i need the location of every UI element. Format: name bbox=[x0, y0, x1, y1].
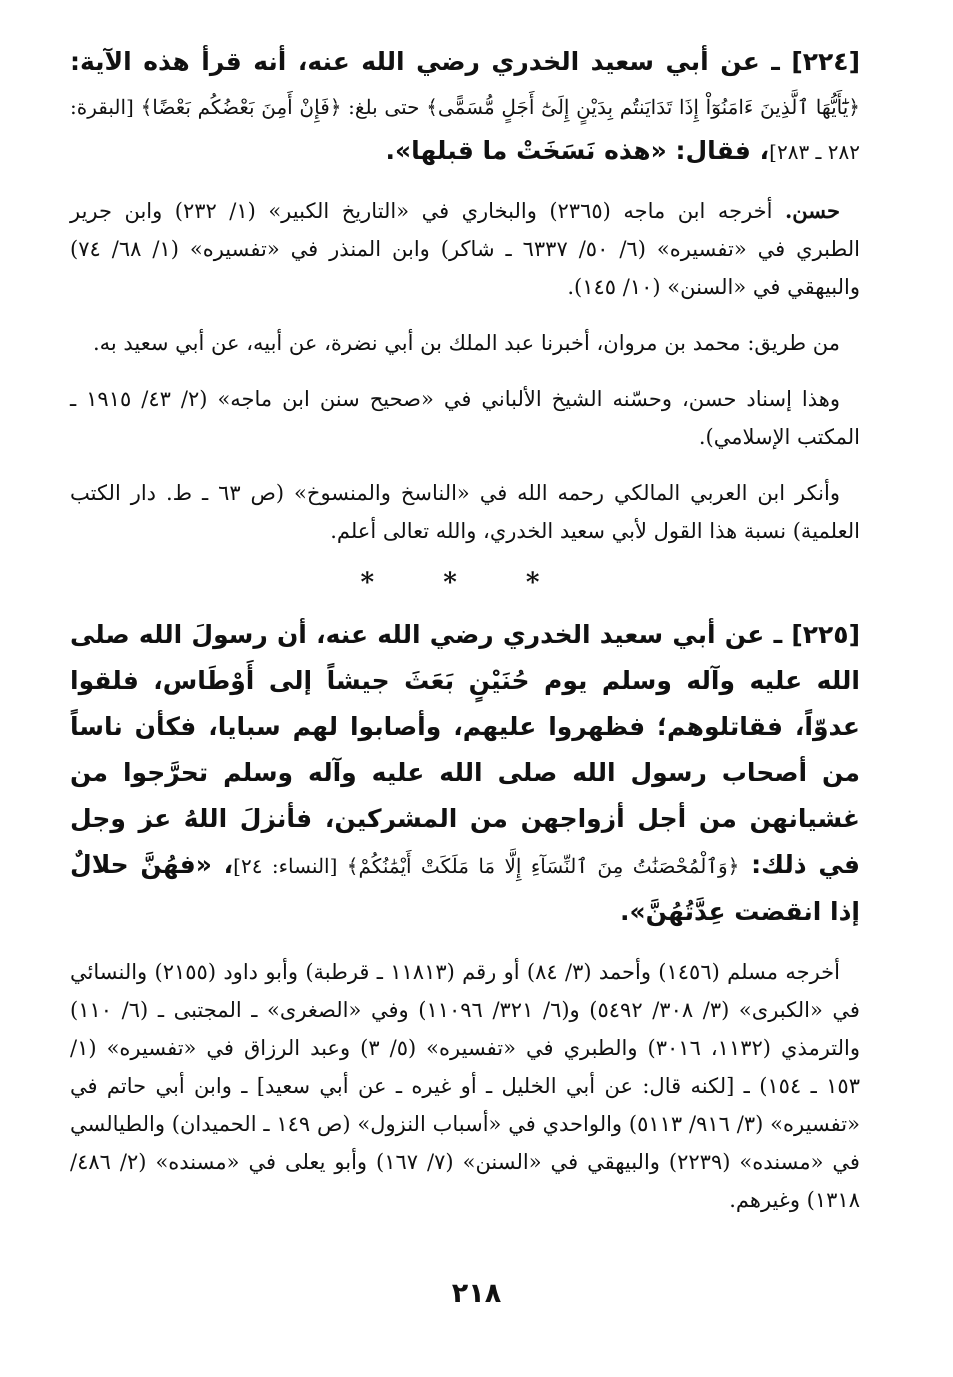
hadith-text: ـ عن أبي سعيد الخدري رضي الله عنه، أن رسولَ الله صلى الله عليه وآله وسلم يوم حُنَيْنٍ بَعَثَ جيشاً إلى أَوْطَاس، فلقوا عدوّاً، فقاتلوهم؛ فظهروا عليهم، وأصابوا لهم سبايا، فكأن ناساً من أصحاب رسول الله صلى الله عليه وآله وسلم تحرَّجوا من غشيانهن من أجل أزواجهن من المشركين، فأنزلَ اللهُ عز وجل في ذلك: bbox=[70, 620, 860, 879]
quran-verse: ﴿يَٰٓأَيُّهَا ٱلَّذِينَ ءَامَنُوٓاْ إِذَا تَدَايَنتُم بِدَيْنٍ إِلَىٰٓ أَجَلٍ مُّسَمًّى﴾ bbox=[426, 95, 861, 119]
grading-label: حسن. bbox=[784, 198, 840, 223]
chain-note bbox=[70, 324, 860, 362]
note-text: وهذا إسناد حسن، وحسّنه الشيخ الألباني في «صحيح سنن ابن ماجه» (٢/ ٤٣/ ١٩١٥ ـ المكتب الإسلامي). bbox=[70, 387, 860, 449]
note-text: وأنكر ابن العربي المالكي رحمه الله في «الناسخ والمنسوخ» (ص ٦٣ ـ ط. دار الكتب العلمية) نسبة هذا القول لأبي سعيد الخدري، والله تعالى أعلم. bbox=[70, 481, 860, 543]
hadith-text: ـ عن أبي سعيد الخدري رضي الله عنه، أنه قرأ هذه الآية: bbox=[70, 47, 792, 76]
takhrij-note bbox=[70, 192, 860, 306]
note-text: أخرجه ابن ماجه (٢٣٦٥) والبخاري في «التاريخ الكبير» (١/ ٢٣٢) وابن جرير الطبري في «تفسيره» (٦/ ٥٠/ ٦٣٣٧ ـ شاكر) وابن المنذر في «تفسيره» (١/ ٦٨/ ٧٤) والبيهقي في «السنن» (١٠/ ١٤٥). bbox=[70, 199, 860, 299]
takhrij-note bbox=[70, 953, 860, 1219]
hadith-text: حتى بلغ: bbox=[341, 95, 427, 119]
hadith-text: ، فقال: «هذه نَسَخَتْ ما قبلها». bbox=[385, 136, 770, 165]
note-text: من طريق: محمد بن مروان، أخبرنا عبد الملك بن أبي نضرة، عن أبيه، عن أبي سعيد به. bbox=[92, 331, 840, 355]
hadith-number: [٢٢٥] bbox=[791, 620, 860, 649]
objection-note bbox=[70, 474, 860, 550]
surah-reference: [البقرة: ٢٨٢ ـ ٢٨٣] bbox=[70, 95, 860, 164]
quran-verse: ﴿فَإِنْ أَمِنَ بَعْضُكُم بَعْضًا﴾ bbox=[140, 95, 342, 119]
page-number: ٢١٨ bbox=[451, 1278, 502, 1309]
section-separator: * * * bbox=[360, 568, 570, 598]
hadith-number: [٢٢٤] bbox=[791, 47, 860, 76]
hadith-225 bbox=[70, 612, 860, 935]
note-text: أخرجه مسلم (١٤٥٦) وأحمد (٣/ ٨٤) أو رقم (١١٨١٣ ـ قرطبة) وأبو داود (٢١٥٥) والنسائي في «الكبرى» (٣/ ٣٠٨/ ٥٤٩٢) و(٦/ ٣٢١/ ١١٠٩٦) وفي «الصغرى» ـ المجتبى ـ (٦/ ١١٠) والترمذي (١١٣٢، ٣٠١٦) والطبري في «تفسيره» (٥/ ٣) وعبد الرزاق في «تفسيره» (١/ ١٥٣ ـ ١٥٤) ـ [لكنه قال: عن أبي الخليل ـ أو غيره ـ عن أبي سعيد] ـ وابن أبي حاتم في «تفسيره» (٣/ ٩١٦/ ٥١١٣) والواحدي في «أسباب النزول» (ص ١٤٩ ـ الحميدان) والطيالسي في «مسنده» (٢٢٣٩) والبيهقي في «السنن» (٧/ ١٦٧) وأبو يعلى في «مسنده» (٢/ ٤٨٦/ ١٣١٨) وغيرهم. bbox=[70, 960, 861, 1212]
hadith-text: ، «فهُنَّ حلالٌ إذا انقضت عِدَّتُهُنَّ». bbox=[70, 850, 860, 926]
surah-reference: [النساء: ٢٤] bbox=[233, 854, 347, 878]
hadith-224 bbox=[70, 40, 860, 174]
page-body bbox=[70, 40, 860, 1237]
grading-note bbox=[70, 380, 860, 456]
quran-verse: ﴿وَٱلْمُحْصَنَٰتُ مِنَ ٱلنِّسَآءِ إِلَّا مَا مَلَكَتْ أَيْمَٰنُكُمْ﴾ bbox=[346, 854, 740, 878]
